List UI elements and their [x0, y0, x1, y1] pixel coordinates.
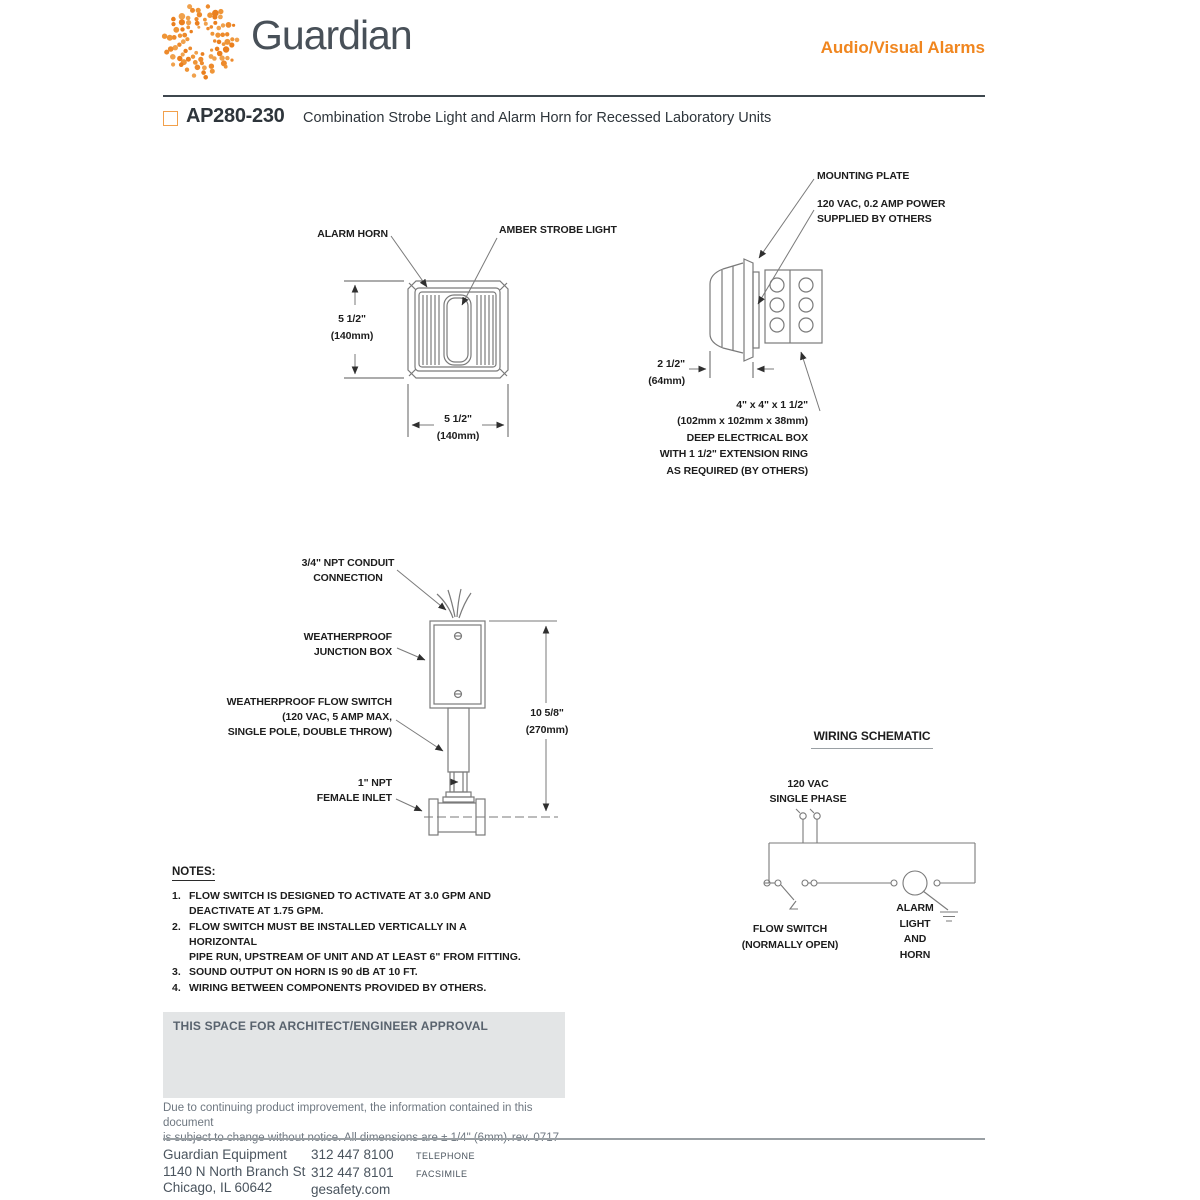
flow-switch-drawing — [396, 570, 558, 835]
phone-label: TELEPHONE — [416, 1151, 476, 1161]
power-supply-label: 120 VAC, 0.2 AMP POWER SUPPLIED BY OTHERS — [817, 198, 946, 225]
note-item: 2. FLOW SWITCH MUST BE INSTALLED VERTICALLY IN A HORIZONTAL PIPE RUN, UPSTREAM OF UNIT AND AT LEAST 6" FROM FITTING. — [172, 920, 521, 963]
alarm-light-horn-label: ALARM LIGHT AND HORN — [896, 902, 934, 961]
alarm-horn-label: ALARM HORN — [317, 228, 388, 240]
model-number: AP280-230 — [186, 105, 285, 127]
front-height-dimension: 5 1/2" (140mm) — [330, 313, 374, 342]
disclaimer: Due to continuing product improvement, the information contained in this document — [163, 1101, 559, 1146]
note-item: 3. SOUND OUTPUT ON HORN IS 90 dB AT 10 FT. — [172, 966, 418, 978]
product-category: Audio/Visual Alarms — [820, 38, 985, 57]
amber-strobe-label: AMBER STROBE LIGHT — [499, 224, 617, 236]
notes-section — [172, 866, 532, 996]
city-state-zip: Chicago, IL 60642 — [163, 1180, 273, 1195]
female-inlet-label: 1" NPT FEMALE INLET — [316, 777, 392, 804]
company-name: Guardian Equipment — [163, 1147, 287, 1162]
fax-number: 312 447 8101 — [311, 1164, 394, 1180]
brand-name: Guardian — [251, 12, 412, 58]
footer-divider — [163, 1138, 985, 1140]
schematic-flow-switch-label: FLOW SWITCH (NORMALLY OPEN) — [741, 923, 839, 951]
junction-box-label: WEATHERPROOF JUNCTION BOX — [303, 631, 392, 658]
street-address: 1140 N North Branch St — [163, 1163, 306, 1179]
website-link[interactable]: gesafety.com — [311, 1182, 391, 1197]
footer — [163, 1147, 475, 1199]
switch-height-dimension: 10 5/8" (270mm) — [525, 707, 569, 736]
flow-switch-label: WEATHERPROOF FLOW SWITCH (120 VAC, 5 AMP MAX, SINGLE POLE, DOUBLE THROW) — [226, 696, 392, 738]
fax-label: FACSIMILE — [416, 1168, 468, 1179]
wiring-schematic-title: WIRING SCHEMATIC — [792, 729, 952, 749]
conduit-connection-label: 3/4" NPT CONDUIT CONNECTION — [301, 557, 395, 584]
supply-label: 120 VAC SINGLE PHASE — [769, 778, 847, 805]
note-item: 1. FLOW SWITCH IS DESIGNED TO ACTIVATE AT 3.0 GPM AND DEACTIVATE AT 1.75 GPM. — [172, 890, 491, 917]
company-address — [163, 1147, 311, 1199]
phone-number: 312 447 8100 — [311, 1147, 394, 1162]
notes-heading: NOTES: — [172, 866, 215, 881]
side-view-drawing — [689, 179, 822, 411]
depth-dimension: 2 1/2" (64mm) — [648, 358, 685, 387]
approval-label: THIS SPACE FOR ARCHITECT/ENGINEER APPROVAL — [173, 1019, 489, 1033]
approval-box — [163, 1012, 565, 1098]
page-title: Combination Strobe Light and Alarm Horn for Recessed Laboratory Units — [303, 110, 772, 126]
mounting-plate-label: MOUNTING PLATE — [817, 170, 910, 182]
front-width-dimension: 5 1/2" (140mm) — [436, 413, 480, 442]
electrical-box-note: 4" x 4" x 1 1/2" (102mm x 102mm x 38mm) DEEP ELECTRICAL BOX WITH 1 1/2" EXTENSION RING AS REQUIRED (BY OTHERS) — [659, 399, 808, 477]
note-item: 4. WIRING BETWEEN COMPONENTS PROVIDED BY OTHERS. — [172, 981, 487, 994]
contact-info — [311, 1147, 475, 1199]
